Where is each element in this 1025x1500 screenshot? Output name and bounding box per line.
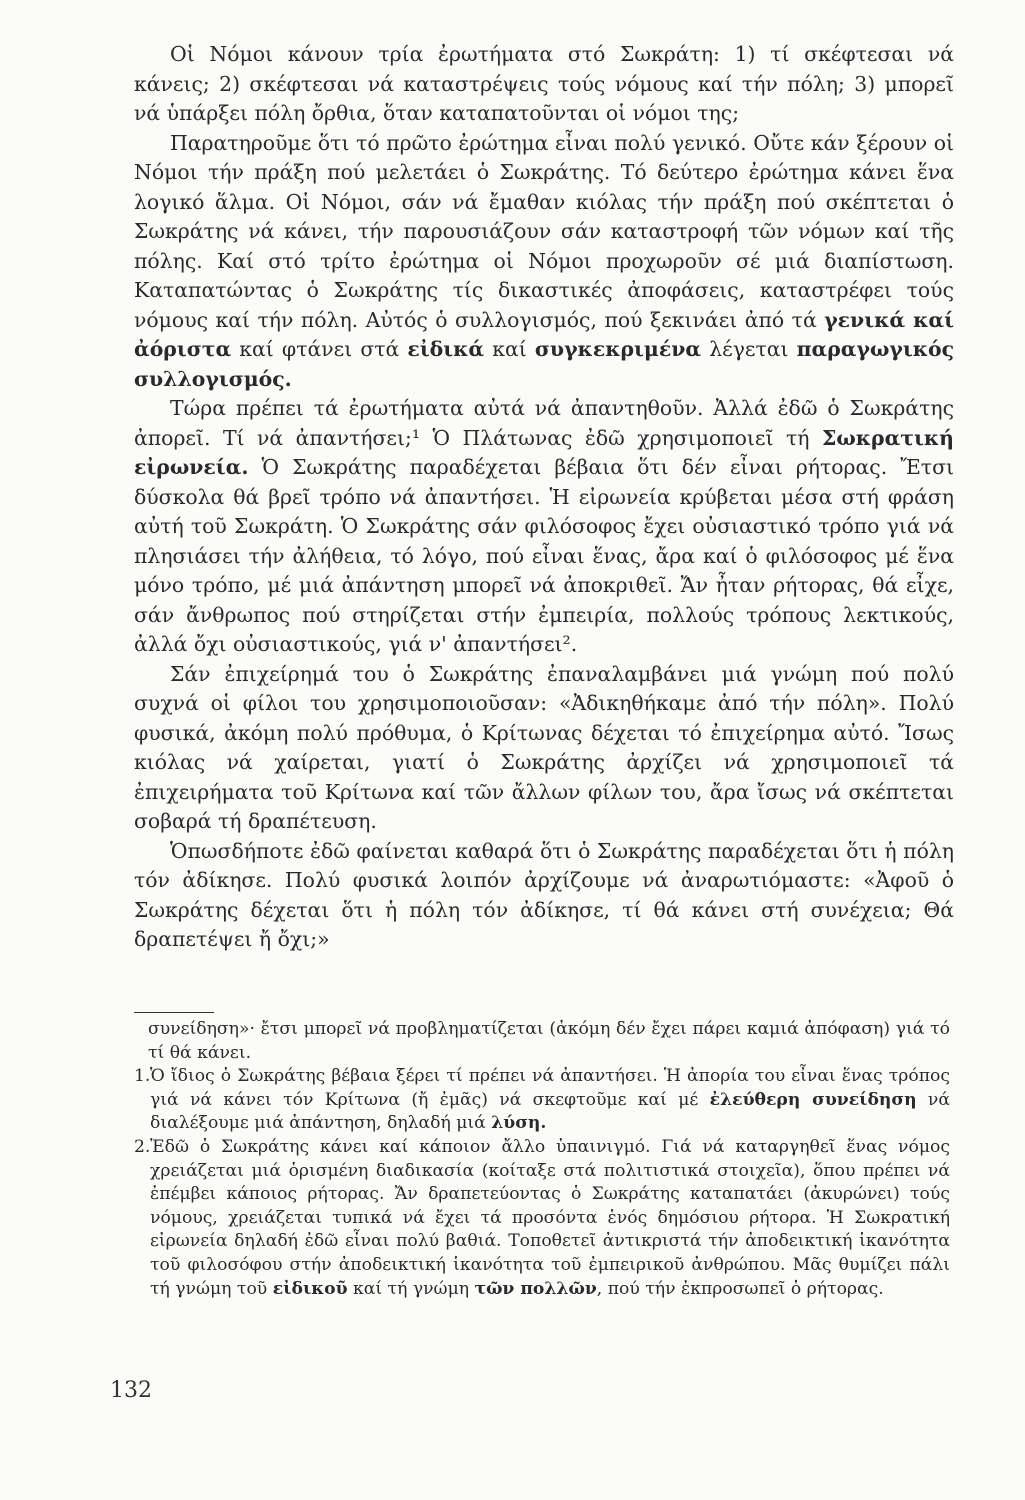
- paragraph-2-text: καί φτάνει στά: [231, 337, 408, 361]
- footnote-text: [150, 1065, 950, 1136]
- footnote-2: [134, 1136, 950, 1301]
- footnote-2-text: καί τή γνώμη: [347, 1278, 475, 1299]
- bold-term-solution: λύση.: [491, 1113, 547, 1134]
- bold-term-irony: Σωκρατική εἰρωνεία.: [134, 425, 954, 479]
- paragraph-3-text: Ὁ Σωκράτης παραδέχεται βέβαια ὅτι δέν εἶναι ρήτορας. Ἔτσι δύσκολα θά βρεῖ τρόπο νά ἀπαντήσει. Ἡ εἰρωνεία κρύβεται μέσα στή φράση αὐτή τοῦ Σωκράτη. Ὁ Σωκράτης σάν φιλόσοφος ἔχει οὐσιαστικό τρόπο γιά νά πλησιάσει τήν ἀλήθεια, τό λόγο, πού εἶναι ἕνας, ἄρα καί ὁ φιλόσοφος μέ ἕνα μόνο τρόπο, μέ μιά ἀπάντηση μπορεῖ νά ἀποκριθεῖ. Ἄν ἦταν ρήτορας, θά εἶχε, σάν ἄνθρωπος πού στηρίζεται στήν ἐμπειρία, πολλούς τρόπους λεκτικούς, ἀλλά ὄχι οὐσιαστικούς, γιά ν' ἀπαντήσει².: [134, 455, 954, 656]
- footnote-number: 2.: [134, 1136, 151, 1157]
- paragraph-2-text: Παρατηροῦμε ὅτι τό πρῶτο ἐρώτημα εἶναι πολύ γενικό. Οὔτε κάν ξέρουν οἱ Νόμοι τήν πράξη πού μελετάει ὁ Σωκράτης. Τό δεύτερο ἐρώτημα κάνει ἕνα λογικό ἅλμα. Οἱ Νόμοι, σάν νά ἔμαθαν κιόλας τήν πράξη πού σκέπτεται ὁ Σωκράτης νά κάνει, τήν παρουσιάζουν σάν καταστροφή τῶν νόμων καί τῆς πόλης. Καί στό τρίτο ἐρώτημα οἱ Νόμοι προχωροῦν σέ μιά διαπίστωση. Καταπατώντας ὁ Σωκράτης τίς δικαστικές ἀποφάσεις, καταστρέφει τούς νόμους καί τήν πόλη. Αὐτός ὁ συλλογισμός, πού ξεκινάει ἀπό τά: [134, 130, 954, 332]
- footnote-1: [134, 1065, 950, 1136]
- paragraph-3-text: Τώρα πρέπει τά ἐρωτήματα αὐτά νά ἀπαντηθοῦν. Ἀλλά ἐδῶ ὁ Σωκράτης ἀπορεῖ. Τί νά ἀπαντήσει;¹ Ὁ Πλάτωνας ἐδῶ χρησιμοποιεῖ τή: [134, 396, 954, 450]
- bold-term-specific: εἰδικά: [407, 337, 485, 361]
- paragraph-2: [134, 129, 954, 395]
- bold-term-conscience: ἐλεύθερη συνείδηση: [709, 1089, 917, 1110]
- footnote-2-text: Ἐδῶ ὁ Σωκράτης κάνει καί κάποιον ἄλλο ὑπαινιγμό. Γιά νά καταργηθεῖ ἕνας νόμος χρειάζεται μιά ὁρισμένη διαδικασία (κοίταξε στά πολιτιστικά στοιχεῖα), ὅπου πρέπει νά ἐπέμβει κάποιος ρήτορας. Ἄν δραπετεύοντας ὁ Σωκράτης καταπατάει (ἀκυρώνει) τούς νόμους, χρειάζεται τυπικά νά ἔχει τά προσόντα ἑνός δημόσιου ρήτορα. Ἡ Σωκρατική εἰρωνεία δηλαδή ἐδῶ εἶναι πολύ βαθιά. Τοποθετεῖ ἀντικριστά τήν ἀποδεικτική ἱκανότητα τοῦ φιλοσόφου στήν ἀποδεικτική ἱκανότητα τοῦ ἐμπειρικοῦ ἀνθρώπου. Μᾶς θυμίζει πάλι τή γνώμη τοῦ: [150, 1136, 950, 1299]
- footnote-1-text: Ὁ ἴδιος ὁ Σωκράτης βέβαια ξέρει τί πρέπει νά ἀπαντήσει. Ἡ ἀπορία του εἶναι ἕνας τρόπος γιά νά κάνει τόν Κρίτωνα (ἤ ἐμᾶς) νά σκεφτοῦμε καί μέ: [150, 1066, 950, 1110]
- paragraph-1: Οἱ Νόμοι κάνουν τρία ἐρωτήματα στό Σωκράτη: 1) τί σκέφτεσαι νά κάνεις; 2) σκέφτεσαι νά καταστρέψεις τούς νόμους καί τήν πόλη; 3) μπορεῖ νά ὑπάρξει πόλη ὄρθια, ὅταν καταπατοῦνται οἱ νόμοι της;: [134, 42, 954, 125]
- page-number: 132: [110, 1378, 152, 1403]
- footnote-2-text: , πού τήν ἐκπροσωπεῖ ὁ ρήτορας.: [596, 1278, 884, 1299]
- footnote-text: [150, 1136, 950, 1301]
- footnote-number: 1.: [134, 1066, 151, 1087]
- paragraph-3: [134, 394, 954, 660]
- bold-term-expert: εἰδικοῦ: [272, 1278, 348, 1299]
- paragraph-5: Ὁπωσδήποτε ἐδῶ φαίνεται καθαρά ὅτι ὁ Σωκράτης παραδέχεται ὅτι ἡ πόλη τόν ἀδίκησε. Πολύ φυσικά λοιπόν ἀρχίζουμε νά ἀναρωτιόμαστε: «Ἀφοῦ ὁ Σωκράτης δέχεται ὅτι ἡ πόλη τόν ἀδίκησε, τί θά κάνει στή συνέχεια; Θά δραπετέψει ἤ ὄχι;»: [134, 838, 954, 951]
- main-text: [134, 40, 954, 955]
- bold-term-deductive: παραγωγικός συλλογισμός.: [134, 337, 954, 391]
- footnote-1-text: νά διαλέξουμε μιά ἀπάντηση, δηλαδή μιά: [150, 1089, 950, 1134]
- bold-term-many: τῶν πολλῶν: [474, 1278, 597, 1299]
- paragraph-4: Σάν ἐπιχείρημά του ὁ Σωκράτης ἐπαναλαμβάνει μιά γνώμη πού πολύ συχνά οἱ φίλοι του χρησιμοποιοῦσαν: «Ἀδικηθήκαμε ἀπό τήν πόλη». Πολύ φυσικά, ἀκόμη πολύ πρόθυμα, ὁ Κρίτωνας δέχεται τό ἐπιχείρημα αὐτό. Ἴσως κιόλας νά χαίρεται, γιατί ὁ Σωκράτης ἀρχίζει νά χρησιμοποιεῖ τά ἐπιχειρήματα τοῦ Κρίτωνα καί τῶν ἄλλων φίλων του, ἄρα ἴσως νά σκέπτεται σοβαρά τή δραπέτευση.: [134, 661, 954, 833]
- paragraph-2-text: λέγεται: [701, 337, 797, 361]
- paragraph-2-text: καί: [484, 337, 535, 361]
- footnotes: [134, 1018, 950, 1301]
- footnote-continuation: συνείδηση»· ἔτσι μπορεῖ νά προβληματίζεται (ἀκόμη δέν ἔχει πάρει καμιά ἀπόφαση) γιά τό τί θά κάνει.: [148, 1019, 950, 1063]
- bold-term-concrete: συγκεκριμένα: [534, 337, 702, 361]
- footnote-divider: [134, 1012, 214, 1013]
- bold-term-general: γενικά καί ἀόριστα: [134, 307, 954, 361]
